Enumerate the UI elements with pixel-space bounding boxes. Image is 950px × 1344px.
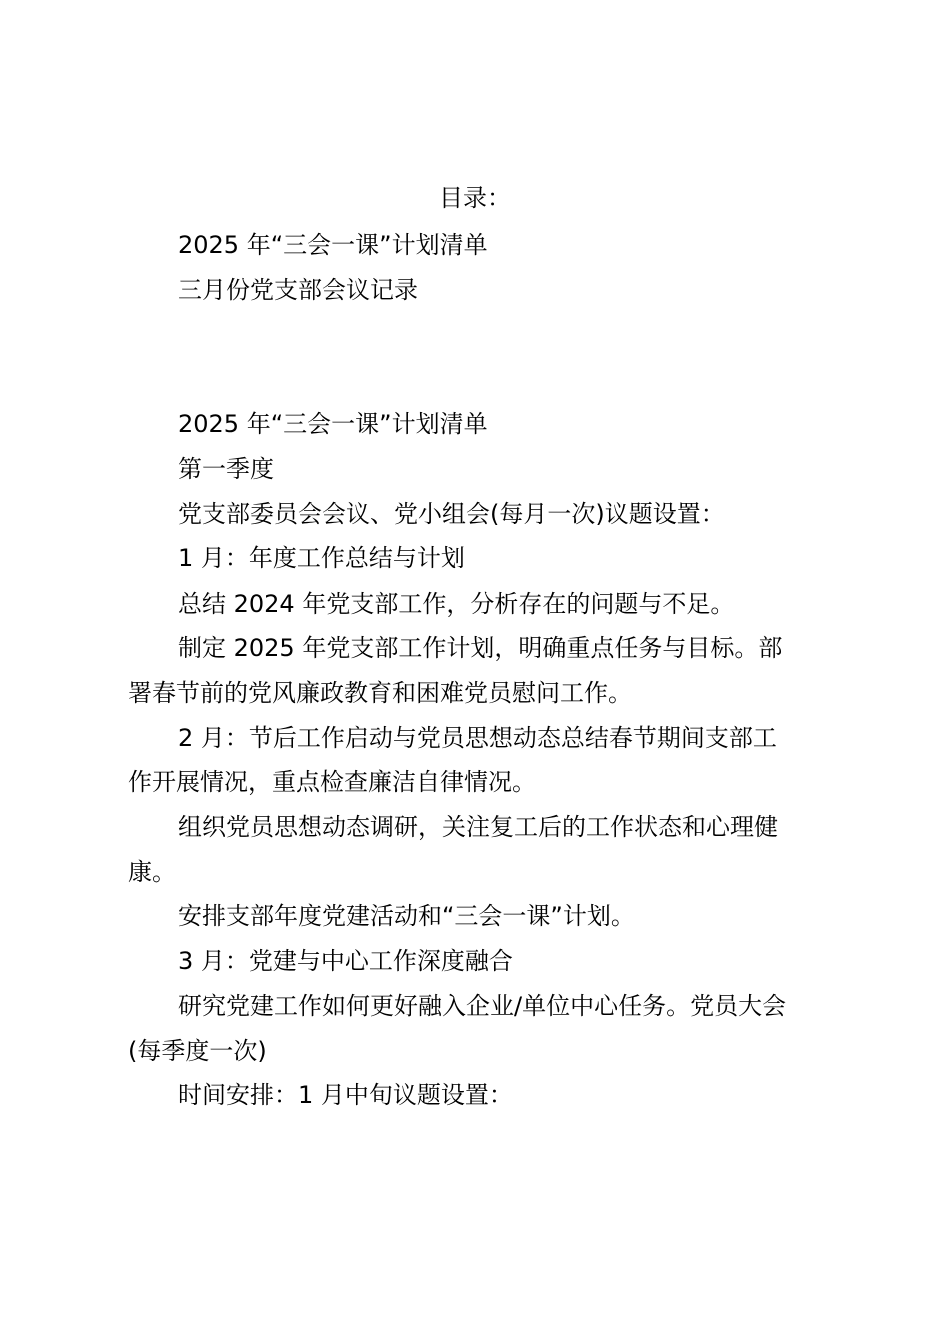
paragraph: 研究党建工作如何更好融入企业/单位中心任务。党员大会	[178, 992, 787, 1020]
quarter-heading: 第一季度	[178, 455, 274, 483]
february-title: 2 月：节后工作启动与党员思想动态总结春节期间支部工	[178, 724, 777, 752]
january-title: 1 月：年度工作总结与计划	[178, 544, 465, 572]
paragraph: 组织党员思想动态调研，关注复工后的工作状态和心理健	[178, 813, 778, 841]
paragraph: 总结 2024 年党支部工作，分析存在的问题与不足。	[178, 590, 735, 618]
section-heading: 2025 年“三会一课”计划清单	[178, 410, 488, 438]
paragraph: 安排支部年度党建活动和“三会一课”计划。	[178, 902, 635, 930]
schedule-line: 时间安排：1 月中旬议题设置：	[178, 1081, 513, 1109]
paragraph-continuation: 康。	[128, 858, 176, 886]
committee-title: 党支部委员会会议、党小组会(每月一次)议题设置：	[178, 500, 725, 528]
toc-item: 三月份党支部会议记录	[178, 276, 418, 304]
paragraph-continuation: 署春节前的党风廉政教育和困难党员慰问工作。	[128, 679, 632, 707]
toc-title: 目录：	[439, 184, 511, 212]
paragraph-continuation: (每季度一次)	[128, 1037, 267, 1065]
march-title: 3 月：党建与中心工作深度融合	[178, 947, 513, 975]
paragraph-continuation: 作开展情况，重点检查廉洁自律情况。	[128, 768, 536, 796]
toc-item: 2025 年“三会一课”计划清单	[178, 231, 488, 259]
paragraph: 制定 2025 年党支部工作计划，明确重点任务与目标。部	[178, 634, 783, 662]
